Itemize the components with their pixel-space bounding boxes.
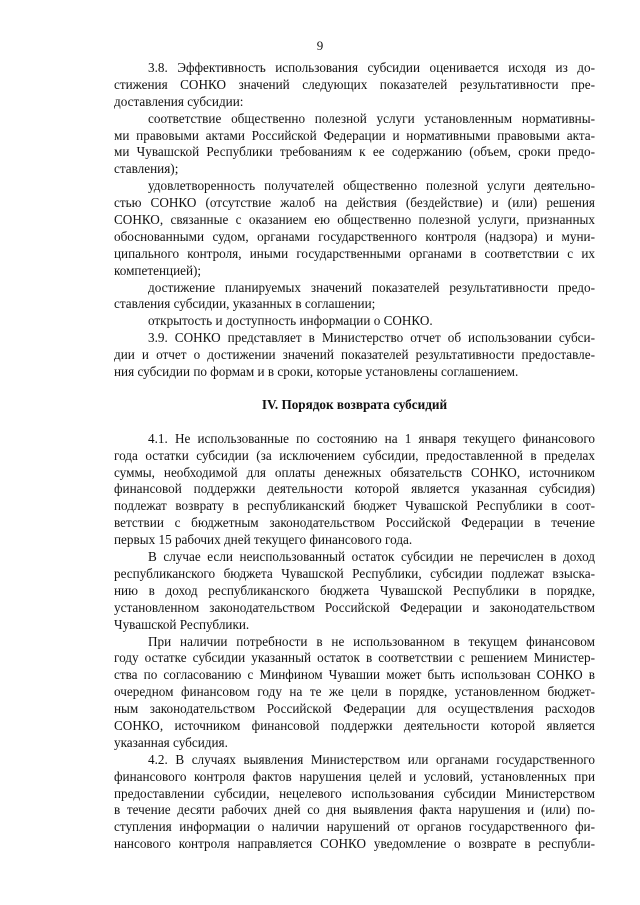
text-line: 4.2. В случаях выявления Министерством или органами государственного bbox=[148, 751, 595, 767]
text-line: подлежат возврату в республиканский бюджет Чувашской Республики в соот- bbox=[114, 498, 595, 514]
text-line: удовлетворенность получателей общественно полезной услуги деятельно- bbox=[148, 178, 595, 194]
text-line: году остатке субсидии указанный остаток в соответствии с решением Министер- bbox=[114, 650, 595, 666]
text-line: суммы, необходимой для оплаты денежных обязательств СОНКО, источником bbox=[114, 464, 595, 480]
text-line: нию в доход республиканского бюджета Чувашской Республики в порядке, bbox=[114, 582, 595, 598]
text-line: СОНКО, связанные с оказанием ею общественно полезной услуги, признанных bbox=[114, 212, 595, 228]
text-line: 3.9. СОНКО представляет в Министерство отчет об использовании субси- bbox=[148, 330, 595, 346]
text-line: года остатки субсидии (за исключением субсидии, предоставленной в пределах bbox=[114, 447, 595, 463]
text-line: ми правовыми актами Российской Федерации и нормативными правовыми акта- bbox=[114, 127, 595, 143]
text-line: очередном финансовом году на те же цели в порядке, установленном бюджет- bbox=[114, 684, 595, 700]
paragraph bbox=[114, 431, 595, 549]
text-line: первых 15 рабочих дней текущего финансового года. bbox=[114, 532, 413, 548]
text-line: установленном законодательством Российской Федерации и законодательством bbox=[114, 599, 595, 615]
paragraph bbox=[114, 280, 595, 314]
paragraph bbox=[114, 178, 595, 279]
text-line: 3.8. Эффективность использования субсидии оценивается исходя из до- bbox=[148, 60, 595, 75]
text-line: предоставлении субсидии, нецелевого использования субсидии Министерством bbox=[114, 785, 595, 801]
paragraph bbox=[114, 111, 595, 179]
text-line: обоснованными судом, органами государственного контроля (надзора) и муни- bbox=[114, 228, 595, 244]
text-line: ства по согласованию с Минфином Чувашии может быть использован СОНКО в bbox=[114, 667, 595, 683]
text-line: ния субсидии по формам и в сроки, которые установлены соглашением. bbox=[114, 364, 519, 380]
section-heading: IV. Порядок возврата субсидий bbox=[261, 396, 448, 412]
page-number: 9 bbox=[316, 38, 324, 53]
text-line: стью СОНКО (отсутствие жалоб на действия (бездействие) и (или) решения bbox=[114, 195, 595, 211]
paragraph bbox=[114, 60, 595, 111]
text-line: нансового контроля направляется СОНКО уведомление о возврате в республи- bbox=[114, 836, 595, 852]
text-line: При наличии потребности в не использованном в текущем финансовом bbox=[148, 633, 595, 649]
text-line: дии и отчет о достижении значений показателей результативности предоставле- bbox=[114, 347, 595, 363]
paragraph bbox=[114, 313, 595, 330]
text-line: ставления субсидии, указанных в соглашении; bbox=[114, 296, 376, 312]
text-line: ставления); bbox=[114, 161, 179, 177]
paragraph bbox=[114, 330, 595, 381]
text-line: ципального контроля, иными государственными органами в соответствии с их bbox=[114, 245, 595, 261]
text-line: в течение десяти рабочих дней со дня выявления факта нарушения и (или) по- bbox=[114, 802, 595, 818]
text-line: ми Чувашской Республики требованиям к ее содержанию (объем, сроки предо- bbox=[114, 144, 595, 160]
text-line: достижение планируемых значений показателей результативности предо- bbox=[148, 279, 595, 295]
text-line: указанная субсидия. bbox=[114, 734, 228, 750]
text-line: компетенцией); bbox=[114, 262, 202, 278]
text-line: Чувашской Республики. bbox=[114, 616, 250, 632]
text-line: 4.1. Не использованные по состоянию на 1 января текущего финансового bbox=[148, 430, 595, 446]
text-line: стижения СОНКО значений следующих показателей результативности пре- bbox=[114, 76, 595, 92]
document-body bbox=[114, 60, 595, 853]
paragraph bbox=[114, 634, 595, 752]
text-line: финансового контроля фактов нарушения целей и условий, установленных при bbox=[114, 768, 595, 784]
text-line: доставления субсидии: bbox=[114, 93, 244, 109]
paragraph bbox=[114, 549, 595, 633]
text-line: ветствии с бюджетным законодательством Российской Федерации в течение bbox=[114, 515, 595, 531]
text-line: СОНКО, источником финансовой поддержки деятельности которой является bbox=[114, 717, 595, 733]
text-line: В случае если неиспользованный остаток субсидии не перечислен в доход bbox=[148, 549, 595, 565]
text-line: ступления информации о наличии нарушений от органов государственного фи- bbox=[114, 819, 595, 835]
text-line: открытость и доступность информации о СОНКО. bbox=[148, 313, 433, 329]
text-line: республиканского бюджета Чувашской Республики, субсидии подлежат взыска- bbox=[114, 565, 595, 581]
text-line: ным законодательством Российской Федерации для осуществления расходов bbox=[114, 701, 595, 717]
paragraph bbox=[114, 752, 595, 853]
text-line: соответствие общественно полезной услуги установленным нормативны- bbox=[148, 110, 595, 126]
text-line: финансовой поддержки деятельности которой является указанная субсидия) bbox=[114, 481, 595, 497]
